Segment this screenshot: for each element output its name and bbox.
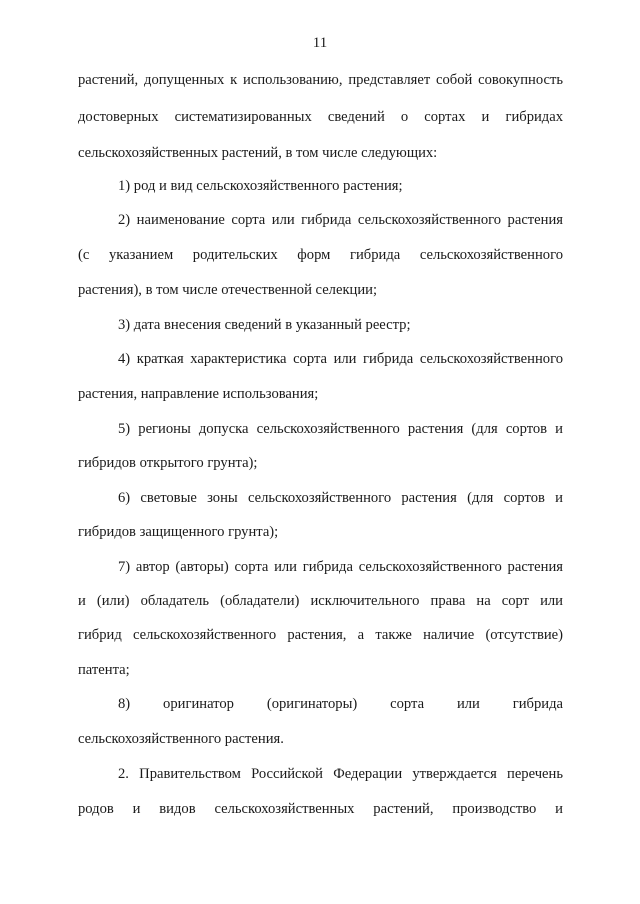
list-item-8: 8) оригинатор (оригинаторы) сорта или гибрида xyxy=(118,696,563,712)
text-line: патента; xyxy=(78,662,130,678)
text-line: (с указанием родительских форм гибрида сельскохозяйственного xyxy=(78,247,563,263)
text-line: и (или) обладатель (обладатели) исключительного права на сорт или xyxy=(78,593,563,609)
page-number: 11 xyxy=(312,35,328,51)
list-item-2: 2) наименование сорта или гибрида сельскохозяйственного растения xyxy=(118,212,563,228)
text-line: гибридов открытого грунта); xyxy=(78,455,258,471)
text-line: гибридов защищенного грунта); xyxy=(78,524,279,540)
text-line: гибрид сельскохозяйственного растения, а также наличие (отсутствие) xyxy=(78,627,563,643)
list-item-7: 7) автор (авторы) сорта или гибрида сельскохозяйственного растения xyxy=(118,559,563,575)
text-line: сельскохозяйственного растения. xyxy=(78,731,284,747)
paragraph-2: 2. Правительством Российской Федерации утверждается перечень xyxy=(118,766,563,782)
list-item-6: 6) световые зоны сельскохозяйственного растения (для сортов и xyxy=(118,490,563,506)
list-item-3: 3) дата внесения сведений в указанный реестр; xyxy=(118,317,411,333)
text-line: растения), в том числе отечественной селекции; xyxy=(78,282,378,298)
list-item-4: 4) краткая характеристика сорта или гибрида сельскохозяйственного xyxy=(118,351,563,367)
list-item-5: 5) регионы допуска сельскохозяйственного растения (для сортов и xyxy=(118,421,563,437)
text-line: растений, допущенных к использованию, представляет собой совокупность xyxy=(78,72,563,88)
list-item-1: 1) род и вид сельскохозяйственного растения; xyxy=(118,178,403,194)
text-line: достоверных систематизированных сведений о сортах и гибридах xyxy=(78,109,563,125)
text-line: растения, направление использования; xyxy=(78,386,319,402)
text-line: сельскохозяйственных растений, в том числе следующих: xyxy=(78,145,438,161)
text-line: родов и видов сельскохозяйственных растений, производство и xyxy=(78,801,563,817)
